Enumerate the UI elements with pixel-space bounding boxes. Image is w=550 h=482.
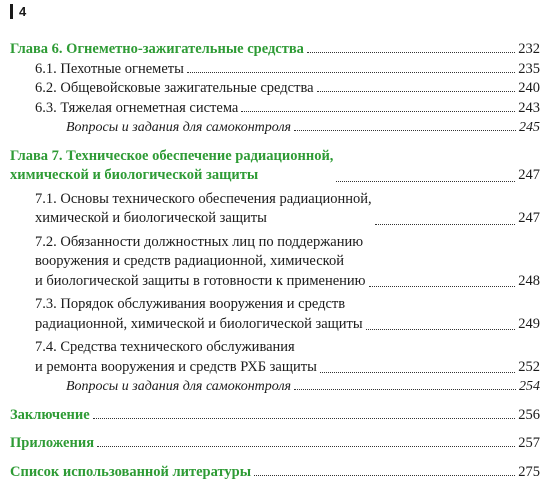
toc-entry-page: 232	[518, 40, 540, 60]
toc-entry-title: 7.1. Основы технического обеспечения радиационной, химической и биологической защиты	[35, 190, 372, 229]
toc-section-7-4[interactable]	[10, 338, 540, 377]
toc-section-7-2[interactable]	[10, 233, 540, 292]
toc-entry-title: Приложения	[10, 434, 94, 454]
toc-entry-page: 252	[518, 358, 540, 378]
toc-conclusion[interactable]	[10, 406, 540, 426]
toc-section-6-1[interactable]	[10, 60, 540, 80]
dot-leader	[294, 130, 516, 131]
dot-leader	[320, 372, 515, 373]
toc-entry-title: 7.4. Средства технического обслуживания и ремонта вооружения и средств РХБ защиты	[35, 338, 317, 377]
dot-leader	[307, 52, 515, 53]
dot-leader	[375, 224, 516, 225]
table-of-contents	[10, 40, 540, 482]
toc-entry-page: 254	[519, 377, 540, 397]
toc-entry-page: 248	[518, 272, 540, 292]
toc-section-6-3[interactable]	[10, 99, 540, 119]
toc-entry-page: 256	[518, 406, 540, 426]
toc-section-7-1[interactable]	[10, 190, 540, 229]
dot-leader	[317, 91, 516, 92]
toc-entry-title: Список использованной литературы	[10, 463, 251, 482]
toc-entry-page: 240	[518, 79, 540, 99]
dot-leader	[369, 286, 516, 287]
dot-leader	[241, 111, 515, 112]
dot-leader	[366, 329, 516, 330]
toc-entry-title: 6.1. Пехотные огнеметы	[35, 60, 184, 80]
toc-entry-title: Глава 7. Техническое обеспечение радиационной, химической и биологической защиты	[10, 147, 333, 186]
page-number: 4	[10, 4, 26, 19]
dot-leader	[187, 72, 515, 73]
toc-section-7-3[interactable]	[10, 295, 540, 334]
toc-questions-6[interactable]	[10, 118, 540, 138]
dot-leader	[254, 475, 515, 476]
toc-entry-title: 6.3. Тяжелая огнеметная система	[35, 99, 238, 119]
toc-appendices[interactable]	[10, 434, 540, 454]
toc-chapter-6[interactable]	[10, 40, 540, 60]
toc-entry-title: 6.2. Общевойсковые зажигательные средства	[35, 79, 314, 99]
toc-entry-title: Вопросы и задания для самоконтроля	[66, 377, 291, 397]
toc-entry-page: 257	[518, 434, 540, 454]
toc-questions-7[interactable]	[10, 377, 540, 397]
dot-leader	[294, 389, 516, 390]
dot-leader	[97, 446, 515, 447]
dot-leader	[336, 181, 515, 182]
dot-leader	[93, 418, 516, 419]
toc-entry-page: 275	[518, 463, 540, 482]
toc-entry-page: 247	[518, 166, 540, 186]
toc-entry-page: 245	[519, 118, 540, 138]
toc-entry-title: Заключение	[10, 406, 90, 426]
toc-entry-page: 247	[518, 209, 540, 229]
toc-entry-title: 7.2. Обязанности должностных лиц по поддержанию вооружения и средств радиационной, химической и биологической защиты в готовности к применению	[35, 233, 366, 292]
toc-entry-page: 243	[518, 99, 540, 119]
toc-chapter-7[interactable]	[10, 147, 540, 186]
toc-entry-page: 235	[518, 60, 540, 80]
toc-entry-title: Глава 6. Огнеметно-зажигательные средства	[10, 40, 304, 60]
toc-section-6-2[interactable]	[10, 79, 540, 99]
toc-bibliography[interactable]	[10, 463, 540, 482]
toc-entry-title: Вопросы и задания для самоконтроля	[66, 118, 291, 138]
toc-entry-title: 7.3. Порядок обслуживания вооружения и средств радиационной, химической и биологической защиты	[35, 295, 363, 334]
toc-entry-page: 249	[518, 315, 540, 335]
